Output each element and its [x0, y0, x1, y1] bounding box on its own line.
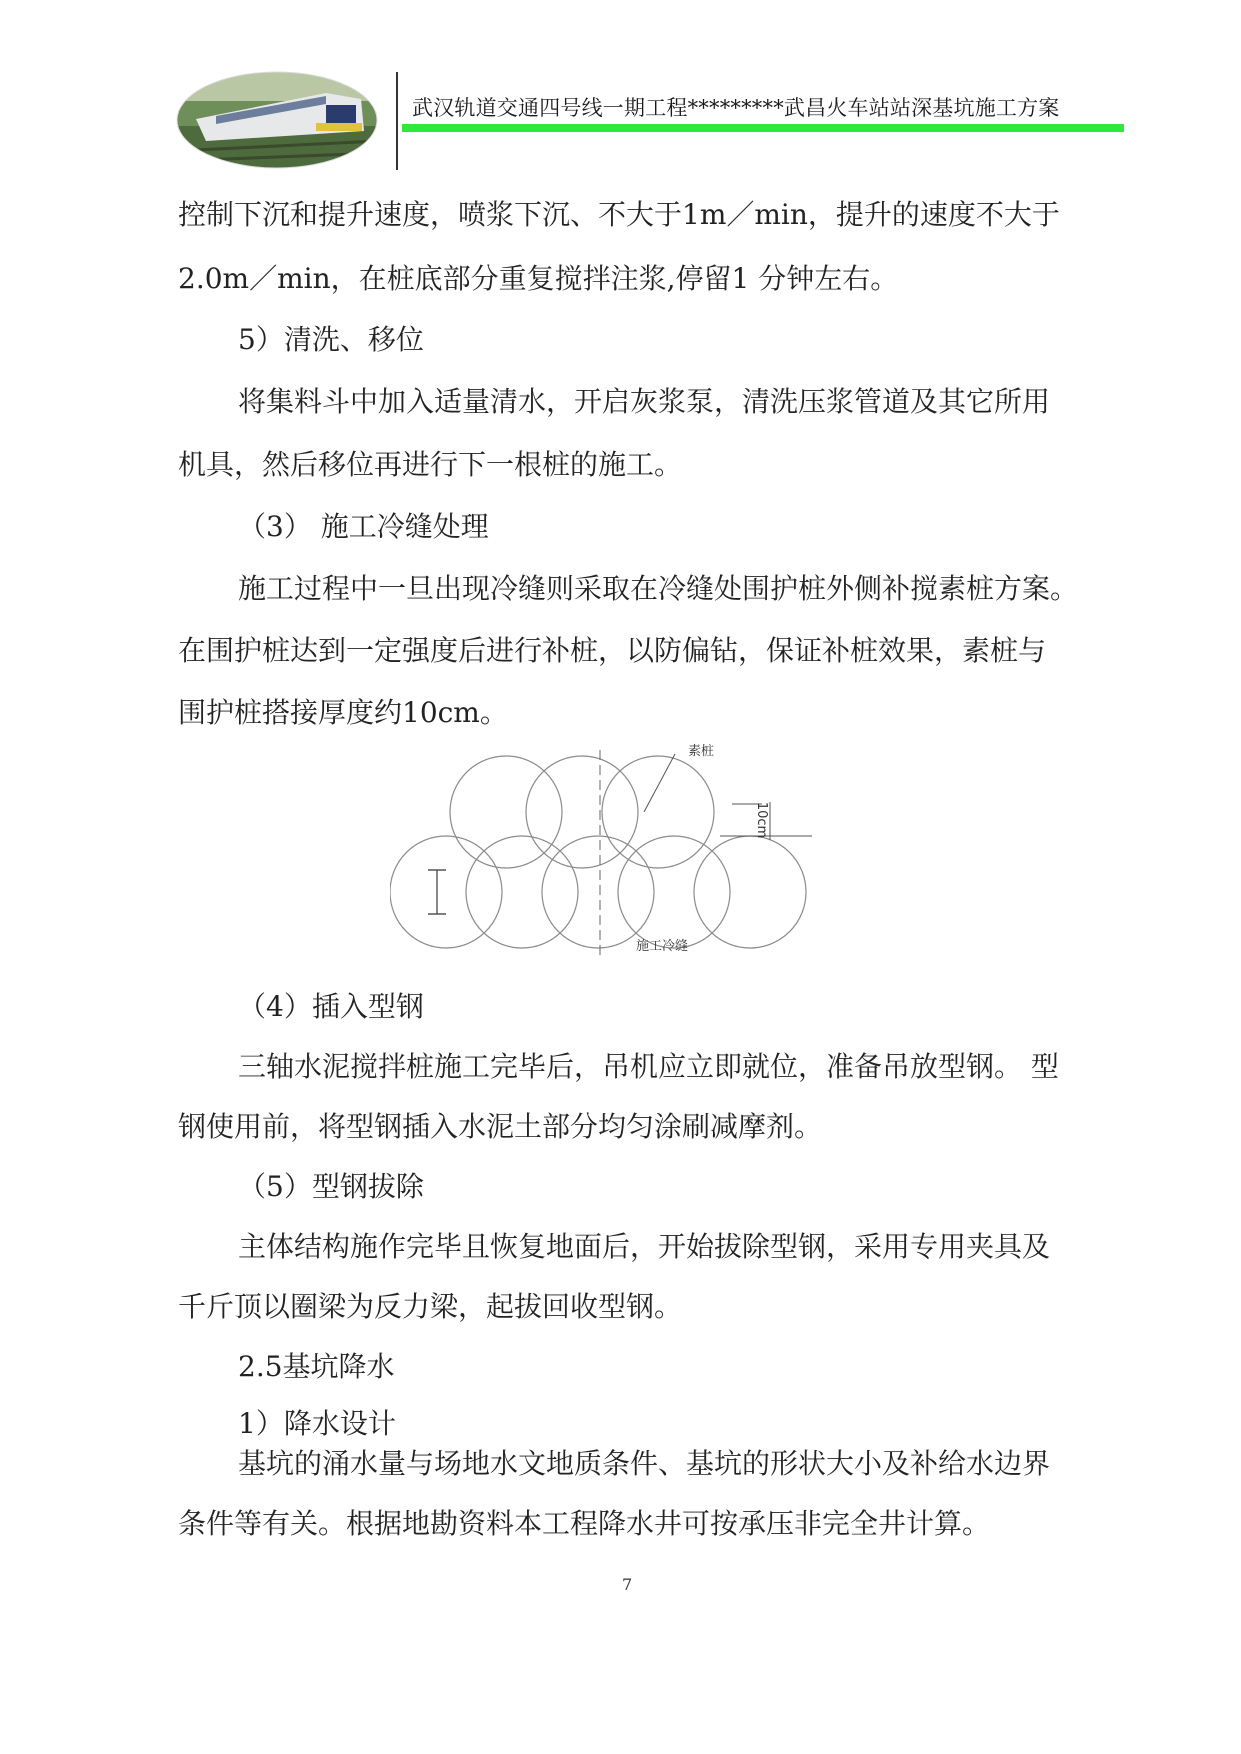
section-heading: （5）型钢拔除	[238, 1170, 424, 1203]
label-leader-line	[644, 754, 675, 812]
paragraph-line: 在围护桩达到一定强度后进行补桩，以防偏钻，保证补桩效果，素桩与	[178, 634, 1047, 667]
paragraph-line: 围护桩搭接厚度约10cm。	[178, 696, 508, 729]
paragraph-line: 三轴水泥搅拌桩施工完毕后，吊机应立即就位，准备吊放型钢。 型	[238, 1050, 1059, 1083]
retaining-pile-circle	[466, 836, 578, 948]
paragraph-line: 机具，然后移位再进行下一根桩的施工。	[178, 448, 683, 481]
train-logo-icon	[176, 71, 378, 169]
cold-joint-label: 施工冷缝	[636, 939, 689, 954]
paragraph-line: 千斤顶以圈梁为反力梁，起拔回收型钢。	[178, 1290, 683, 1323]
header-divider	[396, 72, 398, 170]
plain-pile-circle	[450, 756, 562, 868]
plain-pile-circle	[602, 756, 714, 868]
paragraph-line: 主体结构施作完毕且恢复地面后，开始拔除型钢，采用专用夹具及	[238, 1230, 1051, 1263]
retaining-pile-circle	[542, 836, 654, 948]
steel-section-icon	[428, 870, 446, 914]
retaining-pile-circle	[390, 836, 502, 948]
paragraph-line: 基坑的涌水量与场地水文地质条件、基坑的形状大小及补给水边界	[238, 1447, 1051, 1480]
paragraph-line: 2.0m／min，在桩底部分重复搅拌注浆,停留1 分钟左右。	[178, 262, 899, 295]
section-heading: 5）清洗、移位	[238, 323, 424, 356]
section-heading: 1）降水设计	[238, 1407, 396, 1440]
paragraph-line: 控制下沉和提升速度，喷浆下沉、不大于1m／min，提升的速度不大于	[178, 198, 1060, 231]
retaining-pile-circle	[694, 836, 806, 948]
section-heading: （4）插入型钢	[238, 990, 424, 1023]
cold-joint-diagram	[390, 742, 870, 964]
plain-pile-circle	[526, 756, 638, 868]
section-heading: （3） 施工冷缝处理	[238, 510, 489, 543]
header-rule	[402, 124, 1124, 132]
paragraph-line: 钢使用前，将型钢插入水泥土部分均匀涂刷减摩剂。	[178, 1110, 823, 1143]
retaining-pile-circle	[618, 836, 730, 948]
overlap-dimension: 10cm	[754, 801, 769, 839]
paragraph-line: 施工过程中一旦出现冷缝则采取在冷缝处围护桩外侧补搅素桩方案。	[238, 572, 1079, 605]
section-heading: 2.5基坑降水	[238, 1350, 395, 1383]
page-number: 7	[622, 1575, 633, 1594]
plain-pile-label: 素桩	[688, 744, 715, 759]
paragraph-line: 条件等有关。根据地勘资料本工程降水井可按承压非完全井计算。	[178, 1507, 991, 1540]
header-title: 武汉轨道交通四号线一期工程*********武昌火车站站深基坑施工方案	[412, 96, 1060, 120]
paragraph-line: 将集料斗中加入适量清水，开启灰浆泵，清洗压浆管道及其它所用	[238, 385, 1051, 418]
